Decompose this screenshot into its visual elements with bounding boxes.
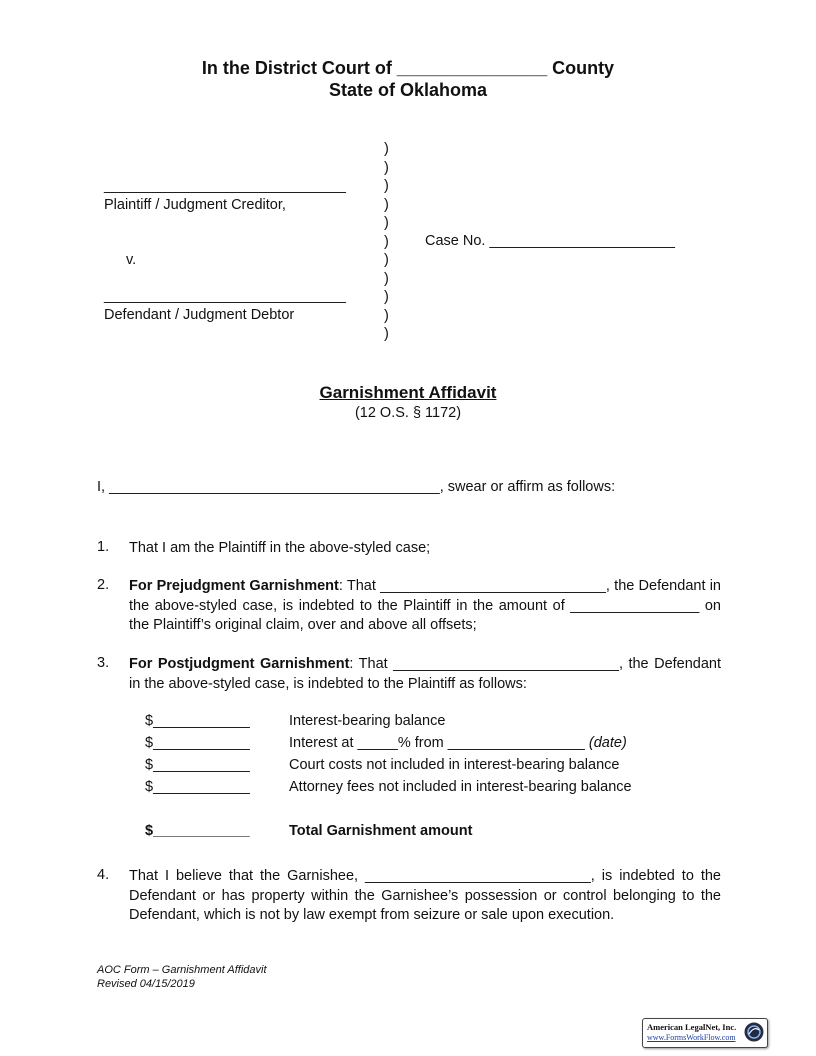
caption-paren-column — [384, 140, 389, 344]
caption-paren: ) — [384, 252, 389, 268]
caption-paren: ) — [384, 159, 389, 176]
caption-paren: ) — [384, 326, 389, 342]
amount-description: Court costs not included in interest-bearing balance — [289, 757, 620, 773]
total-amount-label: Total Garnishment amount — [289, 823, 473, 839]
amount-description: Attorney fees not included in interest-bearing balance — [289, 779, 632, 795]
date-label: (date) — [588, 735, 627, 751]
prejudgment-label: For Prejudgment Garnishment — [129, 578, 339, 594]
footer-revision: Revised 04/15/2019 — [97, 978, 195, 990]
globe-icon — [744, 1022, 764, 1042]
plaintiff-label: Plaintiff / Judgment Creditor, — [104, 197, 286, 213]
caption-paren: ) — [384, 215, 389, 231]
item-3-text[interactable]: : That ____________________________, the Defendant in the above-styled case, is indebted to the Plaintiff as follows: — [129, 656, 722, 692]
item-4-text[interactable]: That I believe that the Garnishee, ____________________________, is indebted to the Defendant or has property within the Garnishee’s possession or control belonging to the Defendant, which is not by law exempt from seizure or sale upon execution. — [129, 868, 721, 923]
item-number: 4. — [97, 867, 110, 883]
footer-form-name: AOC Form – Garnishment Affidavit — [97, 964, 267, 976]
publisher-logo[interactable] — [642, 1018, 768, 1048]
item-number: 3. — [97, 655, 110, 671]
amount-blank[interactable]: $____________ — [145, 713, 250, 729]
total-amount-blank[interactable]: $____________ — [145, 823, 250, 839]
affiant-intro[interactable]: I, _________________________________________, swear or affirm as follows: — [97, 479, 616, 495]
amount-blank[interactable]: $____________ — [145, 757, 250, 773]
plaintiff-name-blank[interactable]: ______________________________ — [104, 178, 346, 194]
amount-description[interactable]: Interest at _____% from _________________ — [289, 735, 589, 751]
amount-blank[interactable]: $____________ — [145, 735, 250, 751]
item-2-text[interactable]: : That ____________________________, the Defendant in the above-styled case, is indebted to the Plaintiff in the amount of ________________ on the Plaintiff’s original claim, over and above all offsets; — [129, 578, 721, 633]
caption-paren: ) — [384, 196, 389, 213]
state-heading: State of Oklahoma — [328, 80, 488, 100]
caption-paren: ) — [384, 289, 389, 305]
caption-paren: ) — [384, 307, 389, 324]
document-title: Garnishment Affidavit — [319, 383, 497, 402]
item-number: 2. — [97, 577, 110, 593]
amount-blank[interactable]: $____________ — [145, 779, 250, 795]
interest-row — [289, 735, 627, 751]
caption-paren: ) — [384, 233, 389, 250]
logo-website-link[interactable]: www.FormsWorkFlow.com — [647, 1033, 736, 1042]
court-heading: In the District Court of _______________ County — [201, 58, 615, 78]
item-number: 1. — [97, 539, 110, 555]
case-number-field[interactable]: Case No. _______________________ — [425, 233, 675, 249]
caption-paren: ) — [384, 270, 389, 287]
statute-citation: (12 O.S. § 1172) — [354, 405, 462, 421]
item-2-paragraph — [129, 577, 721, 636]
amount-description: Interest-bearing balance — [289, 713, 446, 729]
caption-paren: ) — [384, 178, 389, 194]
versus-label: v. — [126, 252, 137, 268]
logo-company-name: American LegalNet, Inc. — [647, 1022, 737, 1032]
item-1-text: That I am the Plaintiff in the above-styled case; — [129, 540, 431, 556]
caption-paren: ) — [384, 141, 389, 157]
postjudgment-label: For Postjudgment Garnishment — [129, 656, 350, 672]
defendant-label: Defendant / Judgment Debtor — [104, 307, 295, 323]
item-3-paragraph — [129, 655, 721, 694]
defendant-name-blank[interactable]: ______________________________ — [104, 288, 346, 304]
